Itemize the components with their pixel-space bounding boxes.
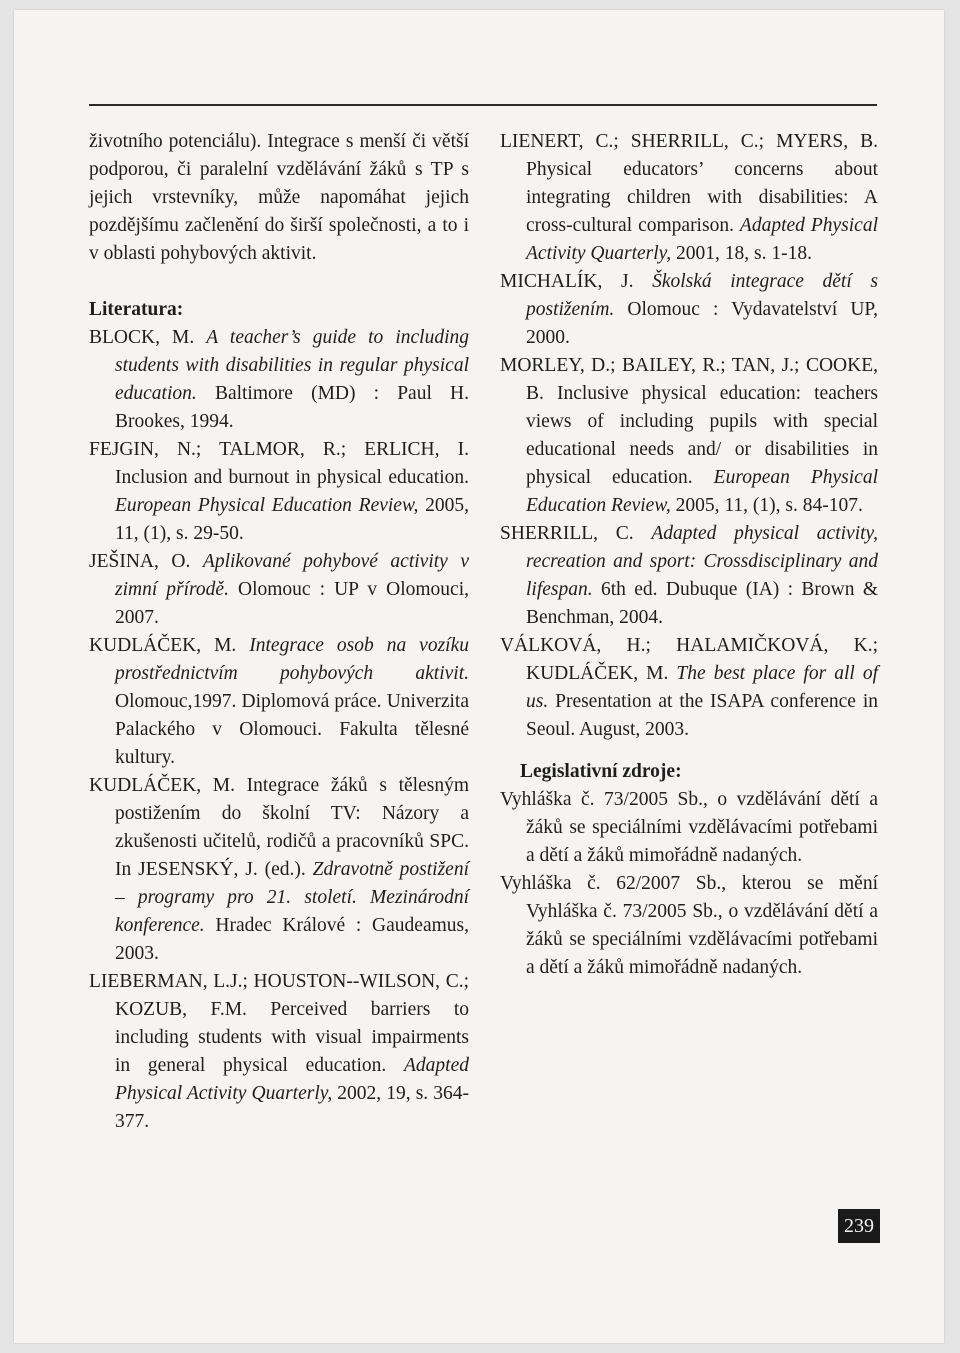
reference-details: 2005, 11, (1), s. 29-50. [115,495,469,544]
reference-title: Integrace osob na vozíku prostřednictvím pohybových aktivit. [115,635,469,684]
reference-title: Školská integrace dětí s postižením. [526,271,878,320]
legislation-heading: Legislativní zdroje: [520,761,682,782]
reference-item [89,632,469,772]
reference-item [500,128,878,268]
references-right [500,128,878,744]
reference-details: Olomouc : Vydavatelství UP, 2000. [526,299,878,348]
reference-details: Presentation at the ISAPA conference in Seoul. August, 2003. [526,691,878,740]
reference-title: Adapted Physical Activity Quarterly, [526,215,878,264]
right-column [500,128,878,982]
legislation-item: Vyhláška č. 73/2005 Sb., o vzdělávání dětí a žáků se speciálními vzdělávacími potřebami a dětí a žáků mimořádně nadaných. [500,789,878,866]
reference-authors: BLOCK, M. [89,327,207,348]
reference-authors: LIENERT, C.; SHERRILL, C.; MYERS, B. Physical educators’ concerns about integrating children with disabilities: A cross-cultural comparison. [500,131,878,236]
reference-item [89,436,469,548]
intro-paragraph: životního potenciálu). Integrace s menší či větší podporou, či paralelní vzdělávání žáků s TP s jejich vrstevníky, může napomáhat jejich pozdějšímu začlenění do širší společnosti, a to i v oblasti pohybových aktivit. [89,131,469,264]
reference-title: Adapted physical activity, recreation and sport: Crossdisciplinary and lifespan. [526,523,878,600]
reference-item [500,352,878,520]
references-left [89,324,469,1136]
reference-title: Zdravotně postižení – programy pro 21. století. Mezinárodní konference. [115,859,470,936]
reference-details: Baltimore (MD) : Paul H. Brookes, 1994. [115,383,469,432]
page-number: 239 [838,1209,880,1243]
reference-item [500,520,878,632]
reference-details: 6th ed. Dubuque (IA) : Brown & Benchman, 2004. [526,579,878,628]
left-column [89,128,469,1136]
reference-authors: FEJGIN, N.; TALMOR, R.; ERLICH, I. Inclusion and burnout in physical education. [89,439,469,488]
reference-item [500,268,878,352]
reference-details: 2001, 18, s. 1-18. [671,243,812,264]
literature-heading: Literatura: [89,299,184,320]
reference-authors: VÁLKOVÁ, H.; HALAMIČKOVÁ, K.; KUDLÁČEK, M. [500,635,878,684]
reference-item [89,548,469,632]
reference-title: European Physical Education Review, [115,495,419,516]
reference-details: Hradec Králové : Gaudeamus, 2003. [115,915,469,964]
reference-item [89,324,469,436]
reference-authors: SHERRILL, C. [500,523,652,544]
reference-title: European Physical Education Review, [526,467,878,516]
legislation-item: Vyhláška č. 62/2007 Sb., kterou se mění Vyhláška č. 73/2005 Sb., o vzdělávání dětí a žáků se speciálními vzdělávacími potřebami a dětí a žáků mimořádně nadaných. [500,873,878,978]
legislation-list [500,786,878,982]
reference-authors: JEŠINA, O. [89,551,203,572]
reference-authors: LIEBERMAN, L.J.; HOUSTON-‑WILSON, C.; KOZUB, F.M. Perceived barriers to including students with visual impairments in general physical education. [89,971,469,1076]
reference-item [500,632,878,744]
header-rule [89,104,877,106]
reference-title: Aplikované pohybové activity v zimní přírodě. [115,551,470,600]
reference-authors: MORLEY, D.; BAILEY, R.; TAN, J.; COOKE, B. Inclusive physical education: teachers views of including pupils with special educational needs and/ or disabilities in physical education. [500,355,878,488]
reference-details: Olomouc : UP v Olomouci, 2007. [115,579,469,628]
reference-item [89,968,469,1136]
reference-authors: KUDLÁČEK, M. [89,635,250,656]
reference-item [89,772,469,968]
reference-authors: MICHALÍK, J. [500,271,653,292]
reference-authors: KUDLÁČEK, M. Integrace žáků s tělesným postižením do školní TV: Názory a zkušenosti učitelů, rodičů a pracovníků SPC. In JESENSKÝ, J. (ed.). [89,775,469,880]
reference-title: A teacher’s guide to including students with disabilities in regular physical education. [115,327,469,404]
reference-title: Adapted Physical Activity Quarterly, [115,1055,469,1104]
reference-title: The best place for all of us. [526,663,878,712]
reference-details: 2002, 19, s. 364-377. [115,1083,469,1132]
reference-details: 2005, 11, (1), s. 84-107. [670,495,863,516]
reference-details: Olomouc,1997. Diplomová práce. Univerzita Palackého v Olomouci. Fakulta tělesné kultury. [115,691,469,768]
